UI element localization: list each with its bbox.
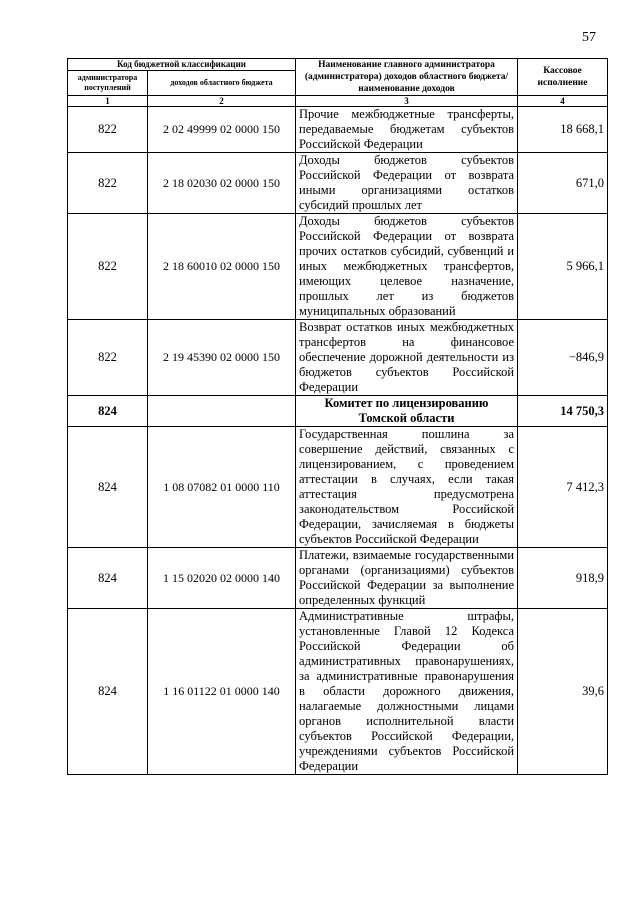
revenue-code	[148, 396, 296, 427]
revenue-code: 1 15 02020 02 0000 140	[148, 548, 296, 609]
table-row	[68, 214, 608, 320]
cash-amount: −846,9	[518, 320, 608, 396]
cash-amount: 14 750,3	[518, 396, 608, 427]
admin-code: 824	[68, 548, 148, 609]
table-row	[68, 107, 608, 153]
cash-amount: 918,9	[518, 548, 608, 609]
header-num-1: 1	[68, 96, 148, 107]
header-row-1	[68, 59, 608, 71]
budget-revenue-table	[67, 58, 608, 775]
cash-amount: 671,0	[518, 153, 608, 214]
admin-code: 824	[68, 396, 148, 427]
administrator-name: Комитет по лицензированию Томской области	[296, 396, 518, 427]
revenue-code: 2 18 60010 02 0000 150	[148, 214, 296, 320]
revenue-name: Доходы бюджетов субъектов Российской Федерации от возврата иными организациями остатков субсидий прошлых лет	[296, 153, 518, 214]
header-cash-execution: Кассовое исполнение	[518, 59, 608, 96]
table-row	[68, 609, 608, 775]
header-classification-code: Код бюджетной классификации	[68, 59, 296, 71]
table-row	[68, 548, 608, 609]
administrator-total-row	[68, 396, 608, 427]
table-row	[68, 153, 608, 214]
table-row	[68, 320, 608, 396]
header-num-2: 2	[148, 96, 296, 107]
page-number: 57	[582, 30, 596, 45]
revenue-name: Возврат остатков иных межбюджетных трансфертов на финансовое обеспечение дорожной деятельности из бюджетов субъектов Российской Федерации	[296, 320, 518, 396]
admin-code: 822	[68, 214, 148, 320]
revenue-code: 1 16 01122 01 0000 140	[148, 609, 296, 775]
revenue-code: 2 18 02030 02 0000 150	[148, 153, 296, 214]
revenue-code: 1 08 07082 01 0000 110	[148, 427, 296, 548]
revenue-name: Административные штрафы, установленные Главой 12 Кодекса Российской Федерации об административных правонарушениях, за административные правонарушения в области дорожного движения, налагаемые должностными лицами органов исполнительной власти субъектов Российской Федерации, учреждениями субъектов Российской Федерации	[296, 609, 518, 775]
admin-code: 822	[68, 153, 148, 214]
revenue-name: Государственная пошлина за совершение действий, связанных с лицензированием, с проведением аттестации в случаях, если такая аттестация предусмотрена законодательством Российской Федерации, зачисляемая в бюджеты субъектов Российской Федерации	[296, 427, 518, 548]
revenue-code: 2 19 45390 02 0000 150	[148, 320, 296, 396]
revenue-name: Прочие межбюджетные трансферты, передаваемые бюджетам субъектов Российской Федерации	[296, 107, 518, 153]
cash-amount: 7 412,3	[518, 427, 608, 548]
cash-amount: 39,6	[518, 609, 608, 775]
revenue-code: 2 02 49999 02 0000 150	[148, 107, 296, 153]
header-num-3: 3	[296, 96, 518, 107]
header-name: Наименование главного администратора (администратора) доходов областного бюджета/ наименование доходов	[296, 59, 518, 96]
admin-code: 824	[68, 427, 148, 548]
header-admin: администратора поступлений	[68, 71, 148, 96]
admin-code: 822	[68, 320, 148, 396]
revenue-name: Доходы бюджетов субъектов Российской Федерации от возврата прочих остатков субсидий, субвенций и иных межбюджетных трансфертов, имеющих целевое назначение, прошлых лет из бюджетов муниципальных образований	[296, 214, 518, 320]
table-row	[68, 427, 608, 548]
header-num-4: 4	[518, 96, 608, 107]
admin-code: 822	[68, 107, 148, 153]
header-numbers-row	[68, 96, 608, 107]
cash-amount: 5 966,1	[518, 214, 608, 320]
revenue-name: Платежи, взимаемые государственными органами (организациями) субъектов Российской Федерации за выполнение определенных функций	[296, 548, 518, 609]
admin-code: 824	[68, 609, 148, 775]
cash-amount: 18 668,1	[518, 107, 608, 153]
header-revenue: доходов областного бюджета	[148, 71, 296, 96]
